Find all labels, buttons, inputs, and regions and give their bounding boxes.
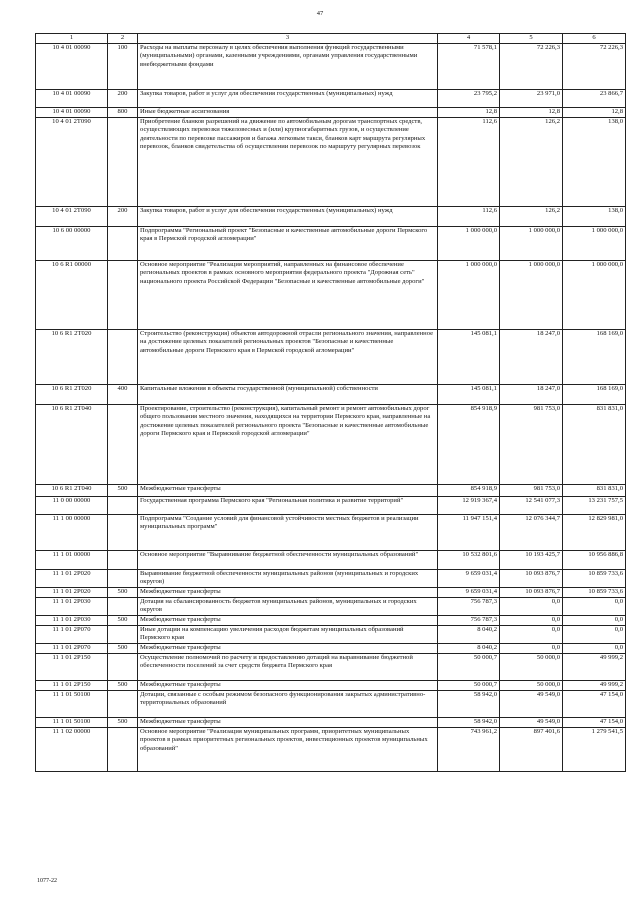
row-name-cell: Капитальные вложения в объекты государственной (муниципальной) собственности: [138, 384, 438, 404]
row-name-cell: Подпрограмма "Создание условий для финансовой устойчивости местных бюджетов и реализации муниципальных программ": [138, 514, 438, 550]
row-type-cell: 500: [108, 680, 138, 690]
row-value-2025-cell: 0,0: [563, 615, 626, 625]
row-name-cell: Межбюджетные трансферты: [138, 643, 438, 653]
row-code-cell: 10 4 01 00090: [36, 89, 108, 107]
table-row: [36, 117, 626, 206]
table-row: [36, 384, 626, 404]
row-code-cell: 10 4 01 2T090: [36, 206, 108, 226]
table-row: [36, 615, 626, 625]
row-type-cell: [108, 625, 138, 643]
row-value-2023-cell: 23 795,2: [438, 89, 500, 107]
row-value-2024-cell: 897 401,6: [500, 727, 563, 771]
table-row: [36, 514, 626, 550]
row-type-cell: 500: [108, 643, 138, 653]
row-value-2023-cell: 854 918,9: [438, 484, 500, 496]
row-value-2025-cell: 12,8: [563, 107, 626, 117]
row-value-2025-cell: 47 154,0: [563, 717, 626, 727]
row-code-cell: 10 4 01 00090: [36, 43, 108, 89]
row-value-2023-cell: 743 961,2: [438, 727, 500, 771]
row-value-2023-cell: 50 000,7: [438, 653, 500, 680]
row-code-cell: 10 6 R1 2T040: [36, 484, 108, 496]
row-type-cell: 500: [108, 484, 138, 496]
row-value-2025-cell: 0,0: [563, 625, 626, 643]
row-code-cell: 10 6 R1 2T020: [36, 384, 108, 404]
table-row: [36, 717, 626, 727]
row-value-2025-cell: 1 000 000,0: [563, 260, 626, 329]
row-value-2024-cell: 10 193 425,7: [500, 550, 563, 569]
row-value-2024-cell: 18 247,0: [500, 329, 563, 384]
row-name-cell: Иные бюджетные ассигнования: [138, 107, 438, 117]
header-cell: 1: [36, 34, 108, 44]
row-value-2023-cell: 58 942,0: [438, 717, 500, 727]
row-value-2024-cell: 10 093 876,7: [500, 587, 563, 597]
header-cell: 6: [563, 34, 626, 44]
row-value-2024-cell: 1 000 000,0: [500, 226, 563, 260]
row-value-2023-cell: 8 040,2: [438, 625, 500, 643]
row-value-2023-cell: 756 787,3: [438, 597, 500, 615]
row-value-2023-cell: 145 081,1: [438, 384, 500, 404]
row-name-cell: Дотация на сбалансированность бюджетов муниципальных районов, муниципальных и городских округов: [138, 597, 438, 615]
row-name-cell: Межбюджетные трансферты: [138, 484, 438, 496]
row-type-cell: 200: [108, 206, 138, 226]
header-cell: 4: [438, 34, 500, 44]
row-type-cell: [108, 404, 138, 484]
row-value-2025-cell: 72 226,3: [563, 43, 626, 89]
row-value-2025-cell: 831 831,0: [563, 404, 626, 484]
header-cell: 3: [138, 34, 438, 44]
table-row: [36, 569, 626, 587]
table-row: [36, 690, 626, 717]
row-name-cell: Основное мероприятие "Реализация муниципальных программ, приоритетных муниципальных проектов в рамках приоритетных региональных проектов, инвестиционных проектов муниципальных образований": [138, 727, 438, 771]
row-value-2023-cell: 12,8: [438, 107, 500, 117]
row-value-2023-cell: 9 659 031,4: [438, 587, 500, 597]
row-code-cell: 11 1 01 2P030: [36, 615, 108, 625]
row-code-cell: 11 1 01 2P020: [36, 587, 108, 597]
row-value-2024-cell: 1 000 000,0: [500, 260, 563, 329]
row-type-cell: [108, 329, 138, 384]
row-value-2025-cell: 49 999,2: [563, 653, 626, 680]
row-value-2024-cell: 126,2: [500, 117, 563, 206]
row-value-2025-cell: 1 000 000,0: [563, 226, 626, 260]
row-name-cell: Основное мероприятие "Реализация мероприятий, направленных на финансовое обеспечение региональных проектов в рамках основного мероприятия федерального проекта "Дорожная сеть" национального проекта Российской Федерации "Безопасные и качественные автомобильные дороги": [138, 260, 438, 329]
row-code-cell: 10 6 R1 2T040: [36, 404, 108, 484]
row-type-cell: [108, 260, 138, 329]
row-value-2023-cell: 50 000,7: [438, 680, 500, 690]
row-name-cell: Основное мероприятие "Выравнивание бюджетной обеспеченности муниципальных образований": [138, 550, 438, 569]
row-type-cell: 500: [108, 615, 138, 625]
row-code-cell: 10 6 R1 00000: [36, 260, 108, 329]
row-type-cell: [108, 550, 138, 569]
row-code-cell: 11 1 01 2P070: [36, 643, 108, 653]
row-value-2025-cell: 168 169,0: [563, 329, 626, 384]
row-value-2023-cell: 112,6: [438, 206, 500, 226]
table-row: [36, 680, 626, 690]
row-type-cell: [108, 569, 138, 587]
row-code-cell: 11 0 00 00000: [36, 496, 108, 514]
table-row: [36, 643, 626, 653]
row-name-cell: Расходы на выплаты персоналу в целях обеспечения выполнения функций государственными (муниципальными) органами, казенными учреждениями, органами управления государственными внебюджетными фондами: [138, 43, 438, 89]
row-name-cell: Подпрограмма "Региональный проект "Безопасные и качественные автомобильные дороги Пермского края в Пермской городской агломерации": [138, 226, 438, 260]
row-name-cell: Проектирование, строительство (реконструкция), капитальный ремонт и ремонт автомобильных дорог общего пользования местного значения, находящихся на территории Пермского края, направленные на достижение целевых показателей регионального проекта "Безопасные и качественные автомобильные дороги Пермского края и Пермской городской агломерации": [138, 404, 438, 484]
header-row: [36, 34, 626, 44]
table-row: [36, 107, 626, 117]
row-type-cell: 500: [108, 717, 138, 727]
row-code-cell: 11 1 01 2P070: [36, 625, 108, 643]
row-name-cell: Приобретение бланков разрешений на движение по автомобильным дорогам транспортных средств, осуществляющих перевозки тяжеловесных и (или) крупногабаритных грузов, и осуществление деятельности по перевозке пассажиров и багажа легковым такси, бланков карт маршрута регулярных перевозок, бланков свидетельства об осуществлении перевозок по маршруту регулярных перевозок: [138, 117, 438, 206]
row-name-cell: Межбюджетные трансферты: [138, 587, 438, 597]
table-row: [36, 260, 626, 329]
row-type-cell: [108, 690, 138, 717]
row-name-cell: Государственная программа Пермского края "Региональная политика и развитие территорий": [138, 496, 438, 514]
row-value-2024-cell: 50 000,0: [500, 680, 563, 690]
row-code-cell: 11 1 00 00000: [36, 514, 108, 550]
row-name-cell: Межбюджетные трансферты: [138, 680, 438, 690]
row-type-cell: [108, 117, 138, 206]
row-type-cell: [108, 226, 138, 260]
row-value-2025-cell: 168 169,0: [563, 384, 626, 404]
row-value-2024-cell: 981 753,0: [500, 404, 563, 484]
table-row: [36, 727, 626, 771]
table-row: [36, 484, 626, 496]
row-value-2023-cell: 12 919 367,4: [438, 496, 500, 514]
row-name-cell: Строительство (реконструкция) объектов автодорожной отрасли регионального значения, направленное на достижение целевых показателей региональных проектов "Безопасные и качественные автомобильные дороги Пермского края в Пермской городской агломерации": [138, 329, 438, 384]
document-footer-code: 1077-22: [37, 878, 57, 884]
table-row: [36, 43, 626, 89]
table-row: [36, 226, 626, 260]
row-name-cell: Иные дотации на компенсацию увеличения расходов бюджетам муниципальных образований Пермского края: [138, 625, 438, 643]
row-code-cell: 10 4 01 2T090: [36, 117, 108, 206]
row-value-2024-cell: 12,8: [500, 107, 563, 117]
row-code-cell: 11 1 02 00000: [36, 727, 108, 771]
row-code-cell: 11 1 01 50100: [36, 717, 108, 727]
row-value-2025-cell: 138,0: [563, 117, 626, 206]
row-value-2024-cell: 72 226,3: [500, 43, 563, 89]
row-value-2024-cell: 10 093 876,7: [500, 569, 563, 587]
budget-table: [35, 33, 626, 772]
row-value-2024-cell: 0,0: [500, 597, 563, 615]
row-code-cell: 11 1 01 2P030: [36, 597, 108, 615]
row-value-2024-cell: 49 549,0: [500, 690, 563, 717]
row-name-cell: Осуществление полномочий по расчету и предоставлению дотаций на выравнивание бюджетной обеспеченности поселений за счет средств бюджета Пермского края: [138, 653, 438, 680]
table-row: [36, 587, 626, 597]
row-value-2025-cell: 1 279 541,5: [563, 727, 626, 771]
row-value-2025-cell: 12 829 981,0: [563, 514, 626, 550]
table-row: [36, 653, 626, 680]
row-value-2023-cell: 58 942,0: [438, 690, 500, 717]
table-row: [36, 89, 626, 107]
row-value-2023-cell: 854 918,9: [438, 404, 500, 484]
row-value-2024-cell: 23 971,0: [500, 89, 563, 107]
row-value-2024-cell: 18 247,0: [500, 384, 563, 404]
row-type-cell: 200: [108, 89, 138, 107]
row-value-2025-cell: 47 154,0: [563, 690, 626, 717]
row-value-2024-cell: 0,0: [500, 625, 563, 643]
row-value-2024-cell: 126,2: [500, 206, 563, 226]
row-value-2023-cell: 1 000 000,0: [438, 260, 500, 329]
row-value-2023-cell: 10 532 801,6: [438, 550, 500, 569]
row-value-2025-cell: 0,0: [563, 597, 626, 615]
row-type-cell: [108, 597, 138, 615]
row-value-2023-cell: 9 659 031,4: [438, 569, 500, 587]
row-code-cell: 10 4 01 00090: [36, 107, 108, 117]
row-name-cell: Закупка товаров, работ и услуг для обеспечения государственных (муниципальных) нужд: [138, 206, 438, 226]
row-name-cell: Выравнивание бюджетной обеспеченности муниципальных районов (муниципальных и городских округов): [138, 569, 438, 587]
row-value-2024-cell: 981 753,0: [500, 484, 563, 496]
row-code-cell: 11 1 01 2P150: [36, 653, 108, 680]
row-value-2023-cell: 756 787,3: [438, 615, 500, 625]
row-name-cell: Дотации, связанные с особым режимом безопасного функционирования закрытых административно-территориальных образований: [138, 690, 438, 717]
row-value-2025-cell: 831 831,0: [563, 484, 626, 496]
row-name-cell: Межбюджетные трансферты: [138, 717, 438, 727]
row-value-2025-cell: 49 999,2: [563, 680, 626, 690]
row-value-2025-cell: 10 859 733,6: [563, 587, 626, 597]
row-type-cell: [108, 496, 138, 514]
page-number: 47: [316, 10, 324, 17]
row-type-cell: 400: [108, 384, 138, 404]
row-value-2024-cell: 49 549,0: [500, 717, 563, 727]
header-cell: 5: [500, 34, 563, 44]
row-type-cell: [108, 653, 138, 680]
row-code-cell: 10 6 R1 2T020: [36, 329, 108, 384]
row-type-cell: 100: [108, 43, 138, 89]
row-code-cell: 11 1 01 00000: [36, 550, 108, 569]
row-code-cell: 11 1 01 50100: [36, 690, 108, 717]
row-value-2023-cell: 1 000 000,0: [438, 226, 500, 260]
row-value-2023-cell: 11 947 151,4: [438, 514, 500, 550]
row-code-cell: 11 1 01 2P150: [36, 680, 108, 690]
row-value-2024-cell: 0,0: [500, 615, 563, 625]
row-code-cell: 11 1 01 2P020: [36, 569, 108, 587]
table-row: [36, 329, 626, 384]
row-value-2024-cell: 0,0: [500, 643, 563, 653]
row-value-2025-cell: 13 231 757,5: [563, 496, 626, 514]
row-value-2023-cell: 112,6: [438, 117, 500, 206]
table-row: [36, 206, 626, 226]
row-value-2023-cell: 8 040,2: [438, 643, 500, 653]
table-row: [36, 404, 626, 484]
row-value-2024-cell: 12 076 344,7: [500, 514, 563, 550]
header-cell: 2: [108, 34, 138, 44]
row-type-cell: [108, 514, 138, 550]
row-value-2025-cell: 138,0: [563, 206, 626, 226]
row-type-cell: [108, 727, 138, 771]
row-type-cell: 800: [108, 107, 138, 117]
row-name-cell: Закупка товаров, работ и услуг для обеспечения государственных (муниципальных) нужд: [138, 89, 438, 107]
row-name-cell: Межбюджетные трансферты: [138, 615, 438, 625]
row-code-cell: 10 6 00 00000: [36, 226, 108, 260]
row-value-2025-cell: 0,0: [563, 643, 626, 653]
row-value-2024-cell: 50 000,0: [500, 653, 563, 680]
row-type-cell: 500: [108, 587, 138, 597]
row-value-2023-cell: 71 578,1: [438, 43, 500, 89]
row-value-2025-cell: 23 866,7: [563, 89, 626, 107]
table-row: [36, 496, 626, 514]
row-value-2023-cell: 145 081,1: [438, 329, 500, 384]
table-row: [36, 597, 626, 615]
row-value-2025-cell: 10 859 733,6: [563, 569, 626, 587]
table-row: [36, 550, 626, 569]
table-row: [36, 625, 626, 643]
row-value-2024-cell: 12 541 077,3: [500, 496, 563, 514]
row-value-2025-cell: 10 956 886,8: [563, 550, 626, 569]
